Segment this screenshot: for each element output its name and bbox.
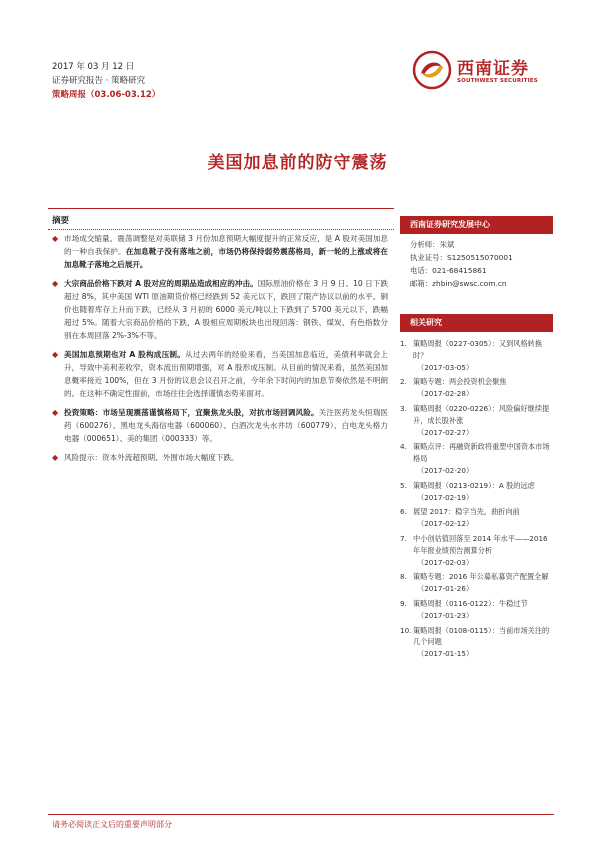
related-report-item[interactable] — [400, 598, 553, 622]
bullet-icon: ◆ — [52, 453, 59, 462]
related-report-item[interactable] — [400, 571, 553, 595]
abstract-paragraph — [52, 451, 388, 464]
abstract-text: 风险提示：资本外流超预期、外围市场大幅度下跌。 — [64, 453, 239, 462]
report-title: 策略专题：两会投资机会聚焦 — [413, 377, 507, 387]
abstract-paragraph — [52, 406, 388, 445]
company-logo — [412, 48, 552, 94]
report-title: 策略周报（0213-0219）：A 股的远虑 — [413, 480, 535, 490]
report-number: 1. — [400, 339, 407, 348]
related-research-list — [400, 338, 553, 663]
abstract-paragraph — [52, 232, 388, 271]
report-date: （2017-02-19） — [417, 492, 474, 502]
report-date: （2017-01-15） — [417, 649, 474, 659]
abstract-text: 市场成交缩量、震荡调整是对美联储 3 月份加息预期大幅度提升的正常反应，是 A 股对美国加息的一种自我保护。 — [64, 234, 388, 256]
report-date: （2017-02-20） — [417, 465, 474, 475]
report-number: 10. — [400, 625, 412, 635]
related-report-item[interactable] — [400, 376, 553, 400]
abstract-highlight: 大宗商品价格下跌对 A 股对应的周期品造成相应的冲击。 — [64, 279, 258, 288]
abstract-paragraph — [52, 348, 388, 400]
analyst-name: 分析师：朱斌 — [410, 240, 455, 249]
report-number: 4. — [400, 442, 407, 452]
report-date: 2017 年 03 月 12 日 — [52, 62, 135, 72]
report-series: 策略周报（03.06-03.12） — [52, 90, 161, 100]
report-number: 7. — [400, 533, 407, 543]
related-report-item[interactable] — [400, 403, 553, 438]
analyst-phone: 电话：021-68415861 — [410, 266, 487, 275]
report-date: （2017-03-05） — [417, 362, 474, 372]
related-report-item[interactable] — [400, 441, 553, 476]
bullet-icon: ◆ — [52, 350, 59, 359]
divider-abstract — [48, 229, 394, 230]
report-title: 策略周报（0227-0305）：又到风格转换时？ — [413, 339, 543, 360]
divider-top — [48, 208, 394, 209]
research-center-header: 西南证券研究发展中心 — [400, 216, 553, 234]
analyst-email: 邮箱：zhbin@swsc.com.cn — [410, 279, 507, 288]
report-number: 2. — [400, 377, 407, 387]
bullet-icon: ◆ — [52, 408, 59, 417]
report-number: 6. — [400, 507, 407, 517]
bullet-icon: ◆ — [52, 279, 59, 288]
abstract-text: 从过去两年的经验来看，当美国加息临近，美债利率就会上升，导致中美利差收窄，资本流出预期增强，对 A 股形成压制。从目前的情况来看，虽然美国加息概率接近 100%，但在 3 月份的议息会议召开之前，今年余下时间内的加息节奏依然是不明朗的。在这种不确定性面前，市场往往会选择谨慎态势来面对。 — [64, 350, 389, 398]
report-title: 策略周报（0220-0226）：风险偏好继续提升，成长股补涨 — [413, 403, 550, 425]
footer-divider — [48, 814, 554, 815]
abstract-text: 国际原油价格在 3 月 9 日、10 日下跌超过 8%，其中美国 WTI 原油期货价格已经跌到 52 美元以下，跌回了限产协议以前的水平。铜价也随着库存上升而下跌，已经从 3 月初的 6000 美元/吨以上下跌到了 5700 美元以下，跌幅超过 5%。随着大宗商品价格的下跌，A 股相应周期板块也出现回落：钢铁、煤炭、有色指数分别在本周回落 2%-3%不等。 — [64, 279, 388, 340]
logo-text-cn: 西南证券 — [457, 59, 529, 79]
report-title: 策略周报（0116-0122）：牛稳过节 — [413, 598, 528, 608]
related-report-item[interactable] — [400, 506, 553, 530]
abstract-highlight: 美国加息预期也对 A 股构成压制。 — [64, 350, 186, 359]
abstract-label: 摘要 — [52, 216, 70, 226]
report-number: 8. — [400, 572, 407, 582]
related-report-item[interactable] — [400, 338, 553, 373]
logo-mark-icon — [412, 50, 452, 90]
report-date: （2017-01-23） — [417, 610, 474, 620]
related-report-item[interactable] — [400, 480, 553, 504]
report-number: 5. — [400, 480, 407, 490]
report-title: 美国加息前的防守震荡 — [207, 153, 388, 173]
footer-disclaimer: 请务必阅读正文后的重要声明部分 — [52, 820, 172, 829]
report-date: （2017-02-12） — [417, 519, 474, 529]
report-date: （2017-02-28） — [417, 389, 474, 399]
abstract-highlight: 在加息靴子没有落地之前，市场仍将保持弱势震荡格局，新一轮的上涨或将在加息靴子落地之后展开。 — [64, 247, 389, 269]
related-research-header: 相关研究 — [400, 314, 553, 332]
report-title: 策略专题：2016 年公募私募资产配置全解 — [413, 572, 549, 582]
bullet-icon: ◆ — [52, 234, 59, 243]
report-number: 9. — [400, 598, 407, 608]
report-title: 展望 2017：稳字当先，曲折向前 — [413, 507, 520, 517]
report-title: 策略周报（0108-0115）：当前市场关注的几个问题 — [413, 625, 550, 647]
abstract-paragraph — [52, 277, 388, 342]
report-title: 中小创估值回落至 2014 年水平——2016 年年报业绩预告测算分析 — [413, 533, 548, 555]
related-report-item[interactable] — [400, 625, 553, 660]
report-category: 证券研究报告 · 策略研究 — [52, 76, 146, 86]
report-number: 3. — [400, 403, 407, 413]
report-header — [52, 60, 160, 102]
related-report-item[interactable] — [400, 533, 553, 568]
analyst-info — [410, 238, 552, 290]
logo-text-en: SOUTHWEST SECURITIES — [457, 78, 538, 84]
abstract-text: 关注医药龙头恒瑞医药（600276）、黑电龙头海信电器（600060）、白酒次龙头水井坊（600779）、白电龙头格力电器（000651）、美的集团（000333）等。 — [64, 408, 389, 443]
report-date: （2017-02-27） — [417, 427, 474, 437]
report-date: （2017-01-26） — [417, 584, 474, 594]
report-date: （2017-02-03） — [417, 557, 474, 567]
abstract-body — [52, 232, 388, 470]
report-title: 策略点评：再融资新政将重塑中国资本市场格局 — [413, 442, 550, 464]
abstract-highlight: 投资策略：市场呈现震荡谨慎格局下，宜聚焦龙头股，对抗市场回调风险。 — [64, 408, 319, 417]
analyst-cert: 执业证号：S1250515070001 — [410, 253, 513, 262]
